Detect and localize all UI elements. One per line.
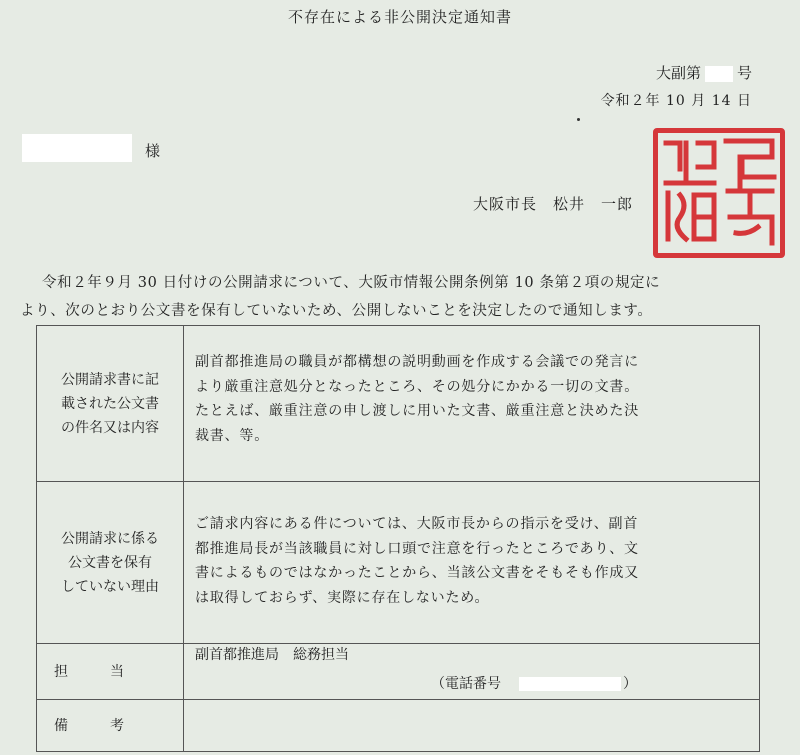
content-line: 書によるものではなかったことから、当該公文書をそもそも作成又 — [195, 565, 639, 581]
content-line: ご請求内容にある件については、大阪市長からの指示を受け、副首 — [195, 516, 639, 532]
table-row-remarks — [37, 700, 760, 752]
recipient-honorific: 様 — [145, 142, 161, 160]
content-line: より厳重注意処分となったところ、その処分にかかる一切の文書。 — [195, 378, 639, 395]
document-number-prefix: 大副第 — [655, 64, 701, 82]
label-line: 公開請求書に記 — [61, 371, 159, 388]
seal-glyph-art — [658, 133, 780, 253]
label-line: 公文書を保有 — [68, 554, 152, 571]
contact-info — [184, 644, 760, 700]
redacted-recipient-name — [22, 134, 132, 162]
table-row-request-content — [37, 326, 760, 482]
redacted-number — [705, 66, 733, 82]
document-number-suffix: 号 — [736, 64, 752, 82]
phone-close: ） — [623, 675, 637, 692]
label-line: 載された公文書 — [61, 395, 159, 412]
redacted-phone-number — [519, 677, 621, 691]
request-content-label — [37, 326, 184, 482]
details-table — [36, 325, 760, 752]
contact-label — [37, 644, 184, 700]
remarks-label — [37, 700, 184, 752]
label-line: 公開請求に係る — [61, 530, 159, 547]
issuer-name: 大阪市長 松井 一郎 — [473, 195, 634, 213]
reason-text — [184, 482, 760, 644]
content-line: 都推進局長が当該職員に対し口頭で注意を行ったところであり、文 — [195, 540, 639, 557]
official-seal — [653, 128, 785, 258]
content-line: 副首都推進局の職員が都構想の説明動画を作成する会議での発言に — [195, 354, 639, 370]
document-number — [656, 62, 752, 83]
content-line: は取得しておらず、実際に存在しないため。 — [195, 589, 490, 606]
request-content-text — [184, 326, 760, 482]
reason-label — [37, 482, 184, 644]
table-row-reason — [37, 482, 760, 644]
contact-department: 副首都推進局 総務担当 — [195, 647, 349, 663]
contact-phone — [431, 672, 749, 697]
issue-date: 令和２年 10 月 14 日 — [600, 93, 752, 109]
content-line: 裁書、等。 — [195, 427, 269, 444]
remarks-label-text: 備考 — [54, 717, 166, 734]
table-row-contact — [37, 644, 760, 700]
document-title: 不存在による非公開決定通知書 — [287, 8, 512, 26]
contact-label-text: 担当 — [54, 663, 166, 680]
phone-label: （電話番号 — [431, 675, 501, 692]
remarks-content — [184, 700, 760, 752]
label-line: の件名又は内容 — [61, 419, 159, 436]
label-line: していない理由 — [61, 578, 159, 595]
content-line: たとえば、厳重注意の申し渡しに用いた文書、厳重注意と決めた決 — [195, 403, 639, 419]
notice-body — [20, 269, 661, 325]
notice-body-line-1: 令和２年９月 30 日付けの公開請求について、大阪市情報公開条例第 10 条第２項の規定に — [42, 275, 661, 291]
notice-body-line-2: より、次のとおり公文書を保有していないため、公開しないことを決定したので通知します。 — [20, 303, 653, 319]
ink-speck — [577, 118, 580, 121]
